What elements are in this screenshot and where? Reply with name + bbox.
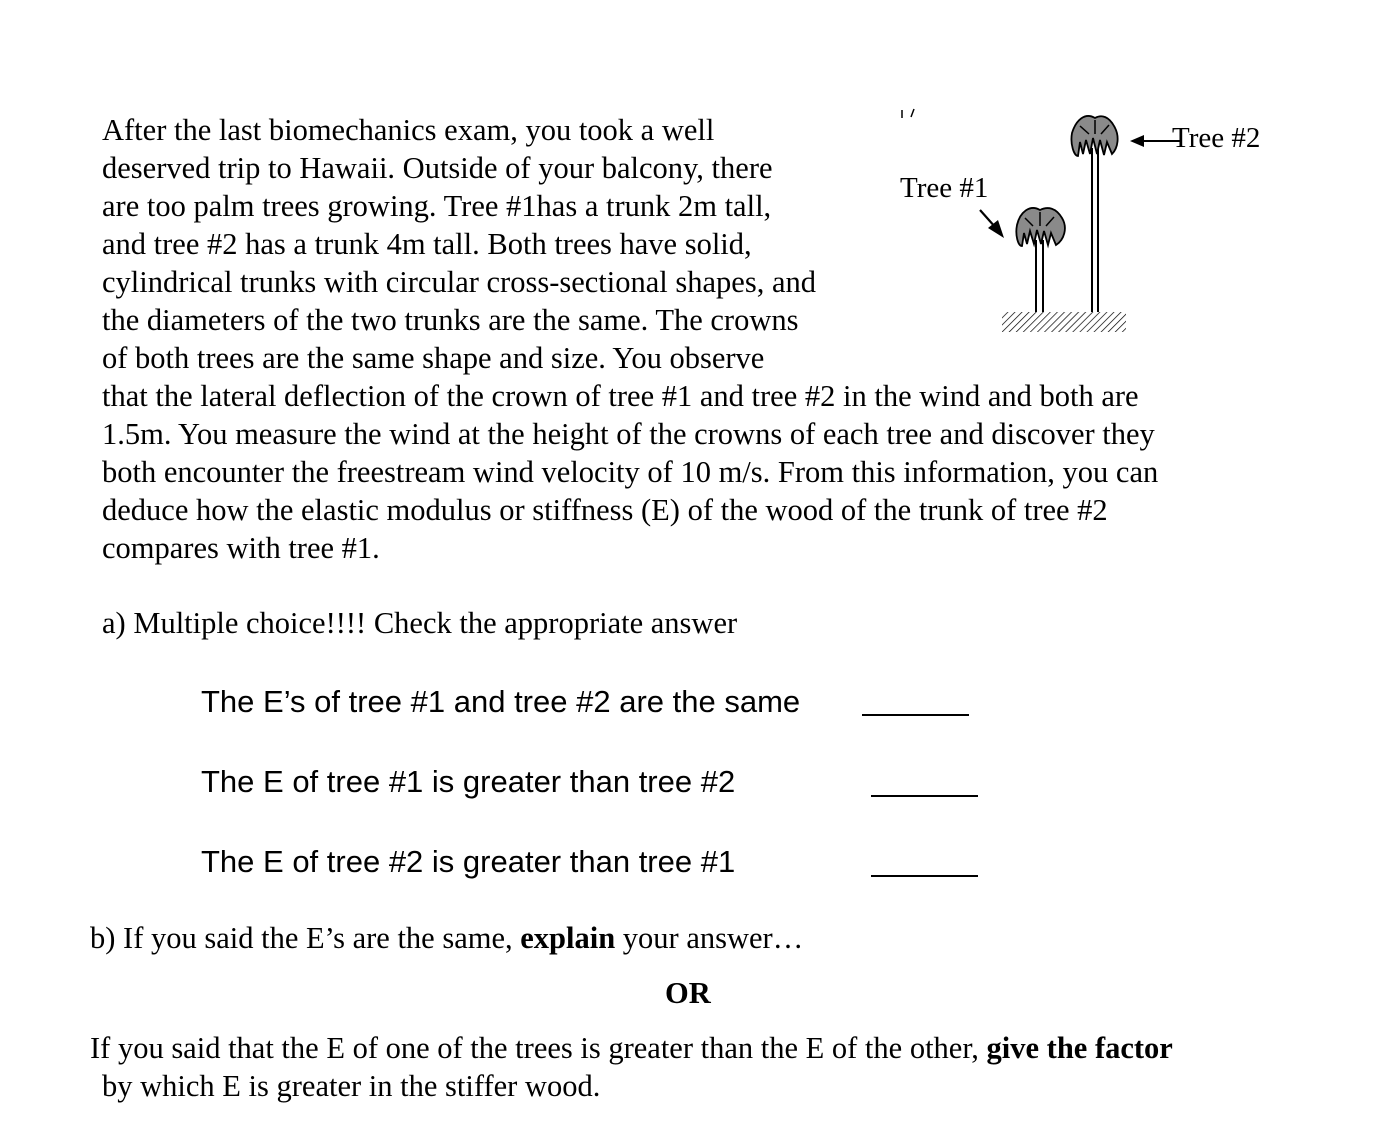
part-b-alt-line <box>90 1029 1173 1067</box>
problem-text-line: deserved trip to Hawaii. Outside of your balcony, there <box>102 151 773 185</box>
problem-text-line: cylindrical trunks with circular cross-sectional shapes, and <box>102 265 816 299</box>
problem-text-line: that the lateral deflection of the crown of tree #1 and tree #2 in the wind and both are <box>102 379 1139 413</box>
part-b-prompt <box>90 919 803 957</box>
choice-tree1-greater-label: The E of tree #1 is greater than tree #2 <box>201 764 736 799</box>
choice-tree1-greater-blank[interactable] <box>871 795 978 797</box>
problem-text-line: and tree #2 has a trunk 4m tall. Both trees have solid, <box>102 227 752 261</box>
problem-text-line: are too palm trees growing. Tree #1has a trunk 2m tall, <box>102 189 772 223</box>
problem-text-line: deduce how the elastic modulus or stiffness (E) of the wood of the trunk of tree #2 <box>102 493 1108 527</box>
part-b-prefix: b) If you said the E’s are the same, <box>90 921 521 955</box>
tree-2-label: Tree #2 <box>1172 122 1261 154</box>
part-b-alt-line-2: by which E is greater in the stiffer wood. <box>102 1069 601 1103</box>
part-b-alt-bold: give the factor <box>986 1031 1173 1065</box>
part-a-prompt: a) Multiple choice!!!! Check the appropriate answer <box>102 606 738 640</box>
choice-tree2-greater-label: The E of tree #2 is greater than tree #1 <box>201 844 736 879</box>
part-b-bold: explain <box>520 921 616 955</box>
part-b-alt-prefix: If you said that the E of one of the trees is greater than the E of the other, <box>90 1031 987 1065</box>
stray-mark <box>902 109 914 118</box>
problem-text-line: the diameters of the two trunks are the same. The crowns <box>102 303 799 337</box>
problem-text-line: 1.5m. You measure the wind at the height of the crowns of each tree and discover they <box>102 417 1155 451</box>
tree-1-palm-icon <box>1016 208 1065 312</box>
problem-text-line: After the last biomechanics exam, you took a well <box>102 113 715 147</box>
choice-tree2-greater-blank[interactable] <box>871 875 978 877</box>
or-divider: OR <box>665 976 711 1010</box>
problem-text-line: compares with tree #1. <box>102 531 380 565</box>
choice-same-blank[interactable] <box>862 714 969 716</box>
tree-1-label: Tree #1 <box>900 172 989 204</box>
ground-hatch <box>1002 312 1126 332</box>
part-b-suffix: your answer… <box>615 921 804 955</box>
problem-text-line: of both trees are the same shape and size. You observe <box>102 341 765 375</box>
tree-1-arrow-icon <box>980 210 1004 238</box>
tree-2-palm-icon <box>1071 116 1117 312</box>
choice-same-label: The E’s of tree #1 and tree #2 are the same <box>201 684 801 719</box>
problem-text-line: both encounter the freestream wind velocity of 10 m/s. From this information, you can <box>102 455 1159 489</box>
